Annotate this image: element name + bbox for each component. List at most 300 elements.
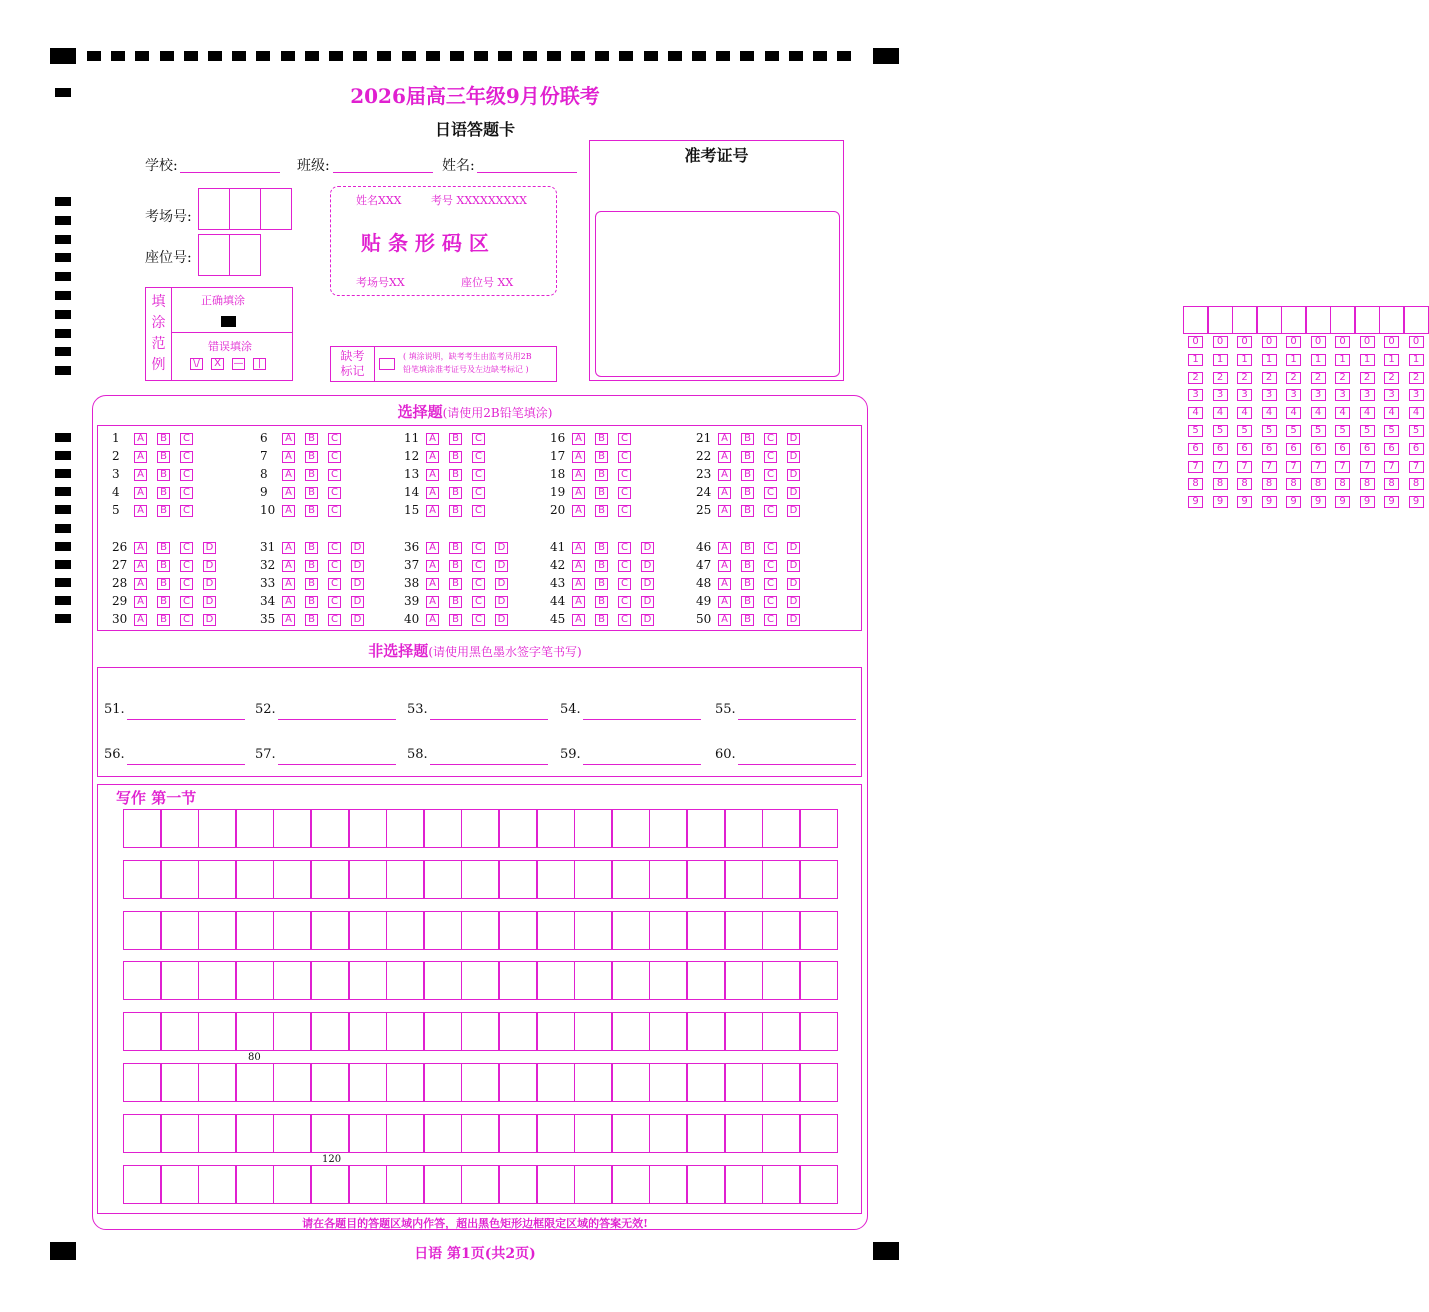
writing-cell[interactable] xyxy=(123,860,161,899)
answer-bubble[interactable]: A xyxy=(572,560,585,572)
admission-bubble[interactable]: 7 xyxy=(1384,461,1399,473)
admission-bubble[interactable]: 3 xyxy=(1286,389,1301,401)
answer-bubble[interactable]: A xyxy=(134,433,147,445)
writing-cell[interactable] xyxy=(123,809,161,848)
writing-cell[interactable] xyxy=(236,1063,274,1102)
writing-cell[interactable] xyxy=(311,1012,349,1051)
writing-cell[interactable] xyxy=(198,1012,236,1051)
exam-room-box-3[interactable] xyxy=(260,188,292,230)
writing-cell[interactable] xyxy=(612,1114,650,1153)
answer-bubble[interactable]: D xyxy=(495,578,508,590)
answer-bubble[interactable]: B xyxy=(157,596,170,608)
writing-cell[interactable] xyxy=(800,1114,838,1153)
writing-cell[interactable] xyxy=(273,961,311,1000)
admission-bubble[interactable]: 8 xyxy=(1188,478,1203,490)
answer-bubble[interactable]: C xyxy=(764,542,777,554)
answer-bubble[interactable]: D xyxy=(641,596,654,608)
admission-bubble[interactable]: 0 xyxy=(1237,336,1252,348)
admission-bubble[interactable]: 0 xyxy=(1262,336,1277,348)
admission-bubble[interactable]: 3 xyxy=(1188,389,1203,401)
writing-cell[interactable] xyxy=(349,809,387,848)
writing-cell[interactable] xyxy=(687,860,725,899)
answer-bubble[interactable]: C xyxy=(764,451,777,463)
writing-cell[interactable] xyxy=(386,809,424,848)
answer-bubble[interactable]: A xyxy=(426,469,439,481)
admission-bubble[interactable]: 9 xyxy=(1360,496,1375,508)
writing-cell[interactable] xyxy=(612,1012,650,1051)
writing-cell[interactable] xyxy=(198,1114,236,1153)
writing-cell[interactable] xyxy=(612,961,650,1000)
admission-bubble[interactable]: 1 xyxy=(1335,354,1350,366)
admission-bubble[interactable]: 8 xyxy=(1335,478,1350,490)
answer-bubble[interactable]: A xyxy=(718,596,731,608)
answer-bubble[interactable]: B xyxy=(157,487,170,499)
admission-write-cell[interactable] xyxy=(1183,306,1208,334)
writing-cell[interactable] xyxy=(612,809,650,848)
admission-bubble[interactable]: 5 xyxy=(1237,425,1252,437)
admission-bubble[interactable]: 6 xyxy=(1409,443,1424,455)
answer-bubble[interactable]: C xyxy=(472,578,485,590)
writing-cell[interactable] xyxy=(349,860,387,899)
admission-bubble[interactable]: 0 xyxy=(1384,336,1399,348)
answer-bubble[interactable]: C xyxy=(472,560,485,572)
answer-bubble[interactable]: B xyxy=(157,614,170,626)
answer-bubble[interactable]: B xyxy=(305,487,318,499)
answer-bubble[interactable]: C xyxy=(764,487,777,499)
writing-cell[interactable] xyxy=(537,961,575,1000)
answer-bubble[interactable]: A xyxy=(426,542,439,554)
writing-cell[interactable] xyxy=(762,911,800,950)
writing-cell[interactable] xyxy=(424,809,462,848)
writing-cell[interactable] xyxy=(311,1114,349,1153)
admission-bubble[interactable]: 5 xyxy=(1311,425,1326,437)
admission-bubble[interactable]: 1 xyxy=(1384,354,1399,366)
answer-bubble[interactable]: B xyxy=(741,614,754,626)
writing-cell[interactable] xyxy=(612,860,650,899)
admission-bubble[interactable]: 1 xyxy=(1360,354,1375,366)
answer-bubble[interactable]: B xyxy=(595,596,608,608)
answer-bubble[interactable]: D xyxy=(351,614,364,626)
writing-cell[interactable] xyxy=(424,1063,462,1102)
answer-bubble[interactable]: B xyxy=(449,469,462,481)
writing-cell[interactable] xyxy=(537,1114,575,1153)
admission-bubble[interactable]: 4 xyxy=(1262,407,1277,419)
writing-cell[interactable] xyxy=(161,1165,199,1204)
writing-cell[interactable] xyxy=(349,1165,387,1204)
writing-cell[interactable] xyxy=(386,911,424,950)
admission-write-cell[interactable] xyxy=(1355,306,1380,334)
absent-checkbox[interactable] xyxy=(379,358,395,370)
writing-cell[interactable] xyxy=(273,860,311,899)
writing-cell[interactable] xyxy=(574,1165,612,1204)
writing-cell[interactable] xyxy=(461,860,499,899)
admission-write-cell[interactable] xyxy=(1232,306,1257,334)
answer-bubble[interactable]: B xyxy=(595,505,608,517)
answer-bubble[interactable]: A xyxy=(426,596,439,608)
answer-bubble[interactable]: C xyxy=(180,487,193,499)
answer-bubble[interactable]: C xyxy=(328,433,341,445)
writing-cell[interactable] xyxy=(499,1012,537,1051)
answer-bubble[interactable]: A xyxy=(718,505,731,517)
writing-cell[interactable] xyxy=(424,1165,462,1204)
writing-cell[interactable] xyxy=(461,1165,499,1204)
writing-cell[interactable] xyxy=(649,1012,687,1051)
admission-bubble[interactable]: 4 xyxy=(1237,407,1252,419)
answer-bubble[interactable]: A xyxy=(282,578,295,590)
answer-bubble[interactable]: C xyxy=(328,451,341,463)
writing-cell[interactable] xyxy=(612,1063,650,1102)
answer-bubble[interactable]: C xyxy=(472,596,485,608)
writing-cell[interactable] xyxy=(499,1063,537,1102)
answer-bubble[interactable]: B xyxy=(449,487,462,499)
answer-bubble[interactable]: C xyxy=(618,614,631,626)
answer-bubble[interactable]: C xyxy=(618,578,631,590)
answer-bubble[interactable]: C xyxy=(472,487,485,499)
writing-cell[interactable] xyxy=(349,1114,387,1153)
answer-bubble[interactable]: D xyxy=(203,560,216,572)
admission-bubble[interactable]: 2 xyxy=(1384,372,1399,384)
writing-cell[interactable] xyxy=(273,1012,311,1051)
nonchoice-answer-line[interactable] xyxy=(127,704,245,720)
admission-bubble[interactable]: 3 xyxy=(1384,389,1399,401)
answer-bubble[interactable]: C xyxy=(328,560,341,572)
writing-cell[interactable] xyxy=(687,1114,725,1153)
answer-bubble[interactable]: A xyxy=(282,505,295,517)
writing-cell[interactable] xyxy=(687,961,725,1000)
answer-bubble[interactable]: D xyxy=(787,433,800,445)
answer-bubble[interactable]: D xyxy=(641,560,654,572)
writing-cell[interactable] xyxy=(574,1063,612,1102)
answer-bubble[interactable]: D xyxy=(787,596,800,608)
answer-bubble[interactable]: B xyxy=(595,433,608,445)
answer-bubble[interactable]: C xyxy=(764,596,777,608)
admission-bubble[interactable]: 4 xyxy=(1213,407,1228,419)
answer-bubble[interactable]: C xyxy=(180,469,193,481)
writing-cell[interactable] xyxy=(273,1114,311,1153)
writing-cell[interactable] xyxy=(762,860,800,899)
writing-cell[interactable] xyxy=(499,809,537,848)
answer-bubble[interactable]: C xyxy=(472,505,485,517)
admission-write-cell[interactable] xyxy=(1281,306,1306,334)
answer-bubble[interactable]: D xyxy=(787,469,800,481)
writing-cell[interactable] xyxy=(273,1165,311,1204)
writing-cell[interactable] xyxy=(537,1012,575,1051)
writing-cell[interactable] xyxy=(161,1063,199,1102)
answer-bubble[interactable]: B xyxy=(157,505,170,517)
admission-bubble[interactable]: 7 xyxy=(1409,461,1424,473)
answer-bubble[interactable]: A xyxy=(718,542,731,554)
writing-cell[interactable] xyxy=(574,1114,612,1153)
admission-bubble[interactable]: 5 xyxy=(1286,425,1301,437)
writing-cell[interactable] xyxy=(574,809,612,848)
answer-bubble[interactable]: C xyxy=(180,596,193,608)
answer-bubble[interactable]: C xyxy=(180,451,193,463)
writing-cell[interactable] xyxy=(236,860,274,899)
answer-bubble[interactable]: A xyxy=(134,596,147,608)
admission-write-cell[interactable] xyxy=(1257,306,1282,334)
answer-bubble[interactable]: A xyxy=(426,578,439,590)
answer-bubble[interactable]: B xyxy=(449,578,462,590)
answer-bubble[interactable]: C xyxy=(472,433,485,445)
answer-bubble[interactable]: C xyxy=(180,433,193,445)
admission-bubble[interactable]: 8 xyxy=(1384,478,1399,490)
writing-cell[interactable] xyxy=(123,911,161,950)
admission-bubble[interactable]: 3 xyxy=(1409,389,1424,401)
exam-room-box-1[interactable] xyxy=(198,188,230,230)
answer-bubble[interactable]: B xyxy=(595,578,608,590)
answer-bubble[interactable]: B xyxy=(741,505,754,517)
admission-bubble[interactable]: 9 xyxy=(1311,496,1326,508)
answer-bubble[interactable]: D xyxy=(787,614,800,626)
answer-bubble[interactable]: A xyxy=(282,542,295,554)
writing-cell[interactable] xyxy=(311,860,349,899)
writing-cell[interactable] xyxy=(800,911,838,950)
answer-bubble[interactable]: B xyxy=(741,487,754,499)
answer-bubble[interactable]: B xyxy=(449,451,462,463)
writing-cell[interactable] xyxy=(725,1012,763,1051)
answer-bubble[interactable]: A xyxy=(572,487,585,499)
admission-bubble[interactable]: 0 xyxy=(1188,336,1203,348)
writing-cell[interactable] xyxy=(499,1114,537,1153)
writing-cell[interactable] xyxy=(649,911,687,950)
writing-cell[interactable] xyxy=(800,809,838,848)
admission-bubble[interactable]: 5 xyxy=(1188,425,1203,437)
answer-bubble[interactable]: B xyxy=(305,596,318,608)
writing-cell[interactable] xyxy=(349,1012,387,1051)
answer-bubble[interactable]: D xyxy=(351,560,364,572)
answer-bubble[interactable]: D xyxy=(787,542,800,554)
writing-cell[interactable] xyxy=(499,961,537,1000)
admission-bubble[interactable]: 6 xyxy=(1237,443,1252,455)
admission-bubble[interactable]: 9 xyxy=(1384,496,1399,508)
writing-cell[interactable] xyxy=(649,961,687,1000)
answer-bubble[interactable]: B xyxy=(157,469,170,481)
writing-cell[interactable] xyxy=(725,809,763,848)
nonchoice-answer-line[interactable] xyxy=(430,704,548,720)
admission-bubble[interactable]: 3 xyxy=(1213,389,1228,401)
answer-bubble[interactable]: C xyxy=(472,451,485,463)
answer-bubble[interactable]: A xyxy=(134,487,147,499)
writing-cell[interactable] xyxy=(198,911,236,950)
answer-bubble[interactable]: D xyxy=(495,614,508,626)
answer-bubble[interactable]: B xyxy=(305,542,318,554)
answer-bubble[interactable]: B xyxy=(449,433,462,445)
writing-cell[interactable] xyxy=(198,1063,236,1102)
admission-write-cell[interactable] xyxy=(1379,306,1404,334)
answer-bubble[interactable]: A xyxy=(718,578,731,590)
answer-bubble[interactable]: D xyxy=(203,614,216,626)
writing-cell[interactable] xyxy=(123,1165,161,1204)
admission-bubble[interactable]: 5 xyxy=(1409,425,1424,437)
answer-bubble[interactable]: C xyxy=(618,560,631,572)
writing-cell[interactable] xyxy=(424,1114,462,1153)
writing-cell[interactable] xyxy=(461,1114,499,1153)
answer-bubble[interactable]: D xyxy=(203,542,216,554)
answer-bubble[interactable]: B xyxy=(305,560,318,572)
answer-bubble[interactable]: C xyxy=(618,596,631,608)
answer-bubble[interactable]: A xyxy=(282,614,295,626)
admission-bubble[interactable]: 0 xyxy=(1335,336,1350,348)
nonchoice-answer-line[interactable] xyxy=(278,704,396,720)
answer-bubble[interactable]: A xyxy=(134,560,147,572)
admission-bubble[interactable]: 9 xyxy=(1213,496,1228,508)
writing-cell[interactable] xyxy=(612,1165,650,1204)
answer-bubble[interactable]: B xyxy=(305,614,318,626)
admission-bubble[interactable]: 9 xyxy=(1286,496,1301,508)
answer-bubble[interactable]: B xyxy=(305,505,318,517)
writing-cell[interactable] xyxy=(123,1063,161,1102)
writing-cell[interactable] xyxy=(574,911,612,950)
answer-bubble[interactable]: C xyxy=(328,469,341,481)
writing-cell[interactable] xyxy=(161,1114,199,1153)
answer-bubble[interactable]: D xyxy=(641,614,654,626)
answer-bubble[interactable]: B xyxy=(741,451,754,463)
writing-cell[interactable] xyxy=(461,809,499,848)
writing-cell[interactable] xyxy=(800,1012,838,1051)
writing-cell[interactable] xyxy=(687,1063,725,1102)
nonchoice-answer-line[interactable] xyxy=(430,749,548,765)
admission-bubble[interactable]: 2 xyxy=(1286,372,1301,384)
admission-bubble[interactable]: 5 xyxy=(1384,425,1399,437)
admission-bubble[interactable]: 8 xyxy=(1213,478,1228,490)
writing-cell[interactable] xyxy=(687,911,725,950)
admission-bubble[interactable]: 5 xyxy=(1213,425,1228,437)
admission-bubble[interactable]: 6 xyxy=(1286,443,1301,455)
seat-box-1[interactable] xyxy=(198,234,230,276)
answer-bubble[interactable]: C xyxy=(328,614,341,626)
admission-bubble[interactable]: 9 xyxy=(1237,496,1252,508)
answer-bubble[interactable]: A xyxy=(134,542,147,554)
answer-bubble[interactable]: C xyxy=(764,505,777,517)
admission-bubble[interactable]: 8 xyxy=(1286,478,1301,490)
writing-cell[interactable] xyxy=(725,961,763,1000)
admission-bubble[interactable]: 1 xyxy=(1188,354,1203,366)
writing-cell[interactable] xyxy=(762,1165,800,1204)
answer-bubble[interactable]: B xyxy=(449,505,462,517)
answer-bubble[interactable]: D xyxy=(787,487,800,499)
writing-cell[interactable] xyxy=(236,961,274,1000)
writing-cell[interactable] xyxy=(762,809,800,848)
answer-bubble[interactable]: C xyxy=(764,469,777,481)
writing-cell[interactable] xyxy=(311,809,349,848)
answer-bubble[interactable]: B xyxy=(157,433,170,445)
writing-cell[interactable] xyxy=(424,860,462,899)
writing-cell[interactable] xyxy=(198,809,236,848)
answer-bubble[interactable]: A xyxy=(282,433,295,445)
writing-cell[interactable] xyxy=(161,961,199,1000)
writing-cell[interactable] xyxy=(123,1012,161,1051)
answer-bubble[interactable]: D xyxy=(787,578,800,590)
writing-cell[interactable] xyxy=(725,911,763,950)
admission-bubble[interactable]: 8 xyxy=(1262,478,1277,490)
answer-bubble[interactable]: B xyxy=(305,433,318,445)
answer-bubble[interactable]: C xyxy=(618,433,631,445)
answer-bubble[interactable]: D xyxy=(203,596,216,608)
answer-bubble[interactable]: A xyxy=(282,451,295,463)
admission-bubble[interactable]: 5 xyxy=(1262,425,1277,437)
answer-bubble[interactable]: B xyxy=(305,578,318,590)
writing-cell[interactable] xyxy=(386,1165,424,1204)
writing-cell[interactable] xyxy=(649,1063,687,1102)
writing-cell[interactable] xyxy=(499,911,537,950)
answer-bubble[interactable]: B xyxy=(595,560,608,572)
writing-cell[interactable] xyxy=(687,809,725,848)
answer-bubble[interactable]: A xyxy=(134,614,147,626)
answer-bubble[interactable]: B xyxy=(741,578,754,590)
admission-bubble[interactable]: 2 xyxy=(1188,372,1203,384)
admission-bubble[interactable]: 0 xyxy=(1213,336,1228,348)
admission-bubble[interactable]: 7 xyxy=(1262,461,1277,473)
answer-bubble[interactable]: B xyxy=(741,596,754,608)
answer-bubble[interactable]: A xyxy=(134,451,147,463)
admission-bubble[interactable]: 3 xyxy=(1237,389,1252,401)
answer-bubble[interactable]: C xyxy=(180,578,193,590)
answer-bubble[interactable]: A xyxy=(426,505,439,517)
answer-bubble[interactable]: A xyxy=(572,451,585,463)
writing-cell[interactable] xyxy=(762,1012,800,1051)
answer-bubble[interactable]: D xyxy=(495,542,508,554)
writing-cell[interactable] xyxy=(424,911,462,950)
answer-bubble[interactable]: A xyxy=(134,469,147,481)
writing-cell[interactable] xyxy=(649,860,687,899)
answer-bubble[interactable]: C xyxy=(472,614,485,626)
nonchoice-answer-line[interactable] xyxy=(127,749,245,765)
answer-bubble[interactable]: A xyxy=(282,487,295,499)
answer-bubble[interactable]: A xyxy=(426,433,439,445)
admission-write-cell[interactable] xyxy=(1208,306,1233,334)
admission-bubble[interactable]: 4 xyxy=(1409,407,1424,419)
answer-bubble[interactable]: A xyxy=(426,451,439,463)
writing-cell[interactable] xyxy=(687,1012,725,1051)
writing-cell[interactable] xyxy=(161,911,199,950)
writing-cell[interactable] xyxy=(461,1063,499,1102)
writing-cell[interactable] xyxy=(762,1114,800,1153)
admission-bubble[interactable]: 9 xyxy=(1262,496,1277,508)
writing-cell[interactable] xyxy=(461,911,499,950)
writing-cell[interactable] xyxy=(386,1063,424,1102)
writing-cell[interactable] xyxy=(649,1114,687,1153)
nonchoice-answer-line[interactable] xyxy=(583,704,701,720)
admission-bubble[interactable]: 5 xyxy=(1335,425,1350,437)
answer-bubble[interactable]: A xyxy=(718,560,731,572)
nonchoice-answer-line[interactable] xyxy=(738,749,856,765)
writing-cell[interactable] xyxy=(800,961,838,1000)
writing-cell[interactable] xyxy=(349,961,387,1000)
admission-bubble[interactable]: 1 xyxy=(1262,354,1277,366)
admission-write-cell[interactable] xyxy=(1330,306,1355,334)
admission-bubble[interactable]: 8 xyxy=(1360,478,1375,490)
answer-bubble[interactable]: B xyxy=(741,560,754,572)
admission-bubble[interactable]: 6 xyxy=(1311,443,1326,455)
admission-bubble[interactable]: 1 xyxy=(1237,354,1252,366)
admission-bubble[interactable]: 0 xyxy=(1311,336,1326,348)
answer-bubble[interactable]: A xyxy=(572,433,585,445)
admission-bubble[interactable]: 7 xyxy=(1213,461,1228,473)
answer-bubble[interactable]: C xyxy=(328,487,341,499)
nonchoice-answer-line[interactable] xyxy=(278,749,396,765)
admission-bubble[interactable]: 4 xyxy=(1335,407,1350,419)
answer-bubble[interactable]: A xyxy=(426,487,439,499)
admission-bubble[interactable]: 6 xyxy=(1384,443,1399,455)
writing-cell[interactable] xyxy=(725,1165,763,1204)
writing-cell[interactable] xyxy=(649,809,687,848)
admission-bubble[interactable]: 6 xyxy=(1335,443,1350,455)
writing-cell[interactable] xyxy=(349,911,387,950)
school-field[interactable] xyxy=(180,154,280,173)
writing-cell[interactable] xyxy=(574,961,612,1000)
answer-bubble[interactable]: D xyxy=(351,578,364,590)
answer-bubble[interactable]: A xyxy=(426,614,439,626)
